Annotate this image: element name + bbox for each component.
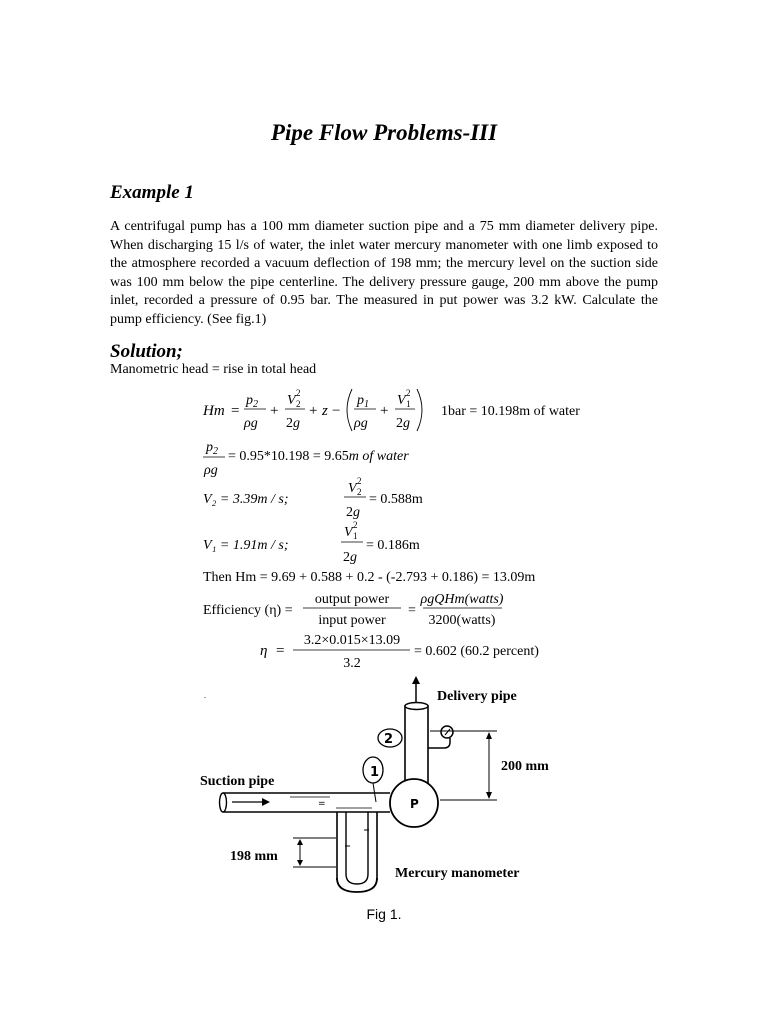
svg-text:2g: 2g (343, 550, 357, 565)
delivery-pipe (405, 703, 428, 787)
svg-text:2: 2 (357, 487, 362, 497)
svg-text:V: V (287, 393, 296, 408)
example-heading: Example 1 (110, 182, 194, 203)
svg-text:+: + (380, 403, 389, 419)
point-1-marker (363, 757, 383, 802)
svg-text:+: + (309, 403, 318, 419)
efficiency-numerator: output power (314, 592, 390, 607)
svg-text:=: = (276, 643, 285, 659)
figure-caption: Fig 1. (366, 906, 402, 922)
mercury-manometer (337, 812, 377, 892)
svg-text:2: 2 (296, 388, 301, 398)
manometric-head-line: Manometric head = rise in total head (110, 362, 317, 377)
page-title: Pipe Flow Problems-III (270, 120, 498, 145)
svg-text:2g: 2g (346, 505, 360, 520)
efficiency-denominator-2: 3200(watts) (428, 613, 496, 628)
svg-text:.: . (204, 691, 206, 700)
pressure-gauge (428, 726, 453, 748)
svg-text:V: V (397, 393, 406, 408)
svg-text:2: 2 (384, 732, 394, 747)
eta-numerator: 3.2×0.015×13.09 (303, 633, 401, 648)
problem-statement: A centrifugal pump has a 100 mm diameter suction pipe and a 75 mm diameter delivery pipe. When discharging 15 l/s of water, the inlet water mercury manometer with one limb exposed to the atmosphere recorded a vacuum deflection of 198 mm; the mercury level on the suction side was 100 mm below the pipe centerline. The delivery pressure gauge, 200 mm above the pump inlet, recorded a pressure of 0.95 bar. The measured in put power was 3.2 kW. Calculate the pump efficiency. (See fig.1) (110, 219, 658, 327)
svg-text:+: + (270, 403, 279, 419)
deflection-dimension (293, 838, 336, 867)
pump-label: P (410, 797, 419, 811)
svg-text:z: z (322, 403, 328, 419)
deflection-label: 198 mm (230, 849, 278, 864)
svg-text:=: = (231, 403, 240, 419)
svg-text:ρg: ρg (204, 463, 218, 478)
svg-text:Hm: Hm (203, 403, 225, 419)
bar-conversion: 1bar = 10.198m of water (441, 404, 580, 419)
efficiency-label: Efficiency (η) = (203, 603, 293, 618)
efficiency-numerator-2: ρgQHm(watts) (420, 592, 504, 607)
height-dimension (430, 731, 497, 800)
efficiency-denominator: input power (318, 613, 386, 628)
svg-text:ρg: ρg (244, 416, 258, 431)
manometer-label: Mercury manometer (395, 866, 520, 881)
svg-text:2: 2 (353, 520, 358, 530)
svg-text:p2: $p_2$ (246, 393, 258, 410)
hm-result: Then Hm = 9.69 + 0.588 + 0.2 - (-2.793 + 0.186) = 13.09m (203, 570, 536, 585)
svg-text:η: η (260, 643, 268, 659)
suction-pipe (220, 793, 391, 812)
suction-pipe-label: Suction pipe (200, 774, 275, 789)
svg-text:V: V (344, 525, 353, 540)
svg-text:1: 1 (353, 531, 358, 541)
p2-value: = 0.95*10.198 = 9.65m of water (228, 449, 409, 464)
svg-text:2: 2 (406, 388, 411, 398)
v1-head: = 0.186m (366, 538, 420, 553)
svg-text:V: V (348, 481, 357, 496)
svg-text:2: 2 (296, 399, 301, 409)
v2-value: V₂ = 3.39m / s; (203, 492, 289, 507)
svg-text:=: = (408, 603, 416, 618)
svg-text:1: 1 (370, 765, 380, 780)
svg-text:p1: $p_1$ (357, 393, 369, 410)
svg-text:=: = (318, 799, 326, 809)
eta-result: = 0.602 (60.2 percent) (414, 644, 539, 659)
svg-text:1: 1 (406, 399, 411, 409)
svg-text:p2: $p_2$ (206, 440, 218, 457)
svg-text:−: − (332, 403, 341, 419)
delivery-pipe-label: Delivery pipe (437, 689, 517, 704)
solution-heading: Solution; (110, 341, 183, 362)
eta-denominator: 3.2 (343, 656, 361, 671)
svg-text:2g: 2g (396, 416, 410, 431)
svg-text:2g: 2g (286, 416, 300, 431)
v2-head: = 0.588m (369, 492, 423, 507)
svg-text:2: 2 (357, 476, 362, 486)
v1-value: V₁ = 1.91m / s; (203, 538, 289, 553)
point-2-marker (378, 729, 402, 747)
svg-text:ρg: ρg (354, 416, 368, 431)
height-label: 200 mm (501, 759, 549, 774)
